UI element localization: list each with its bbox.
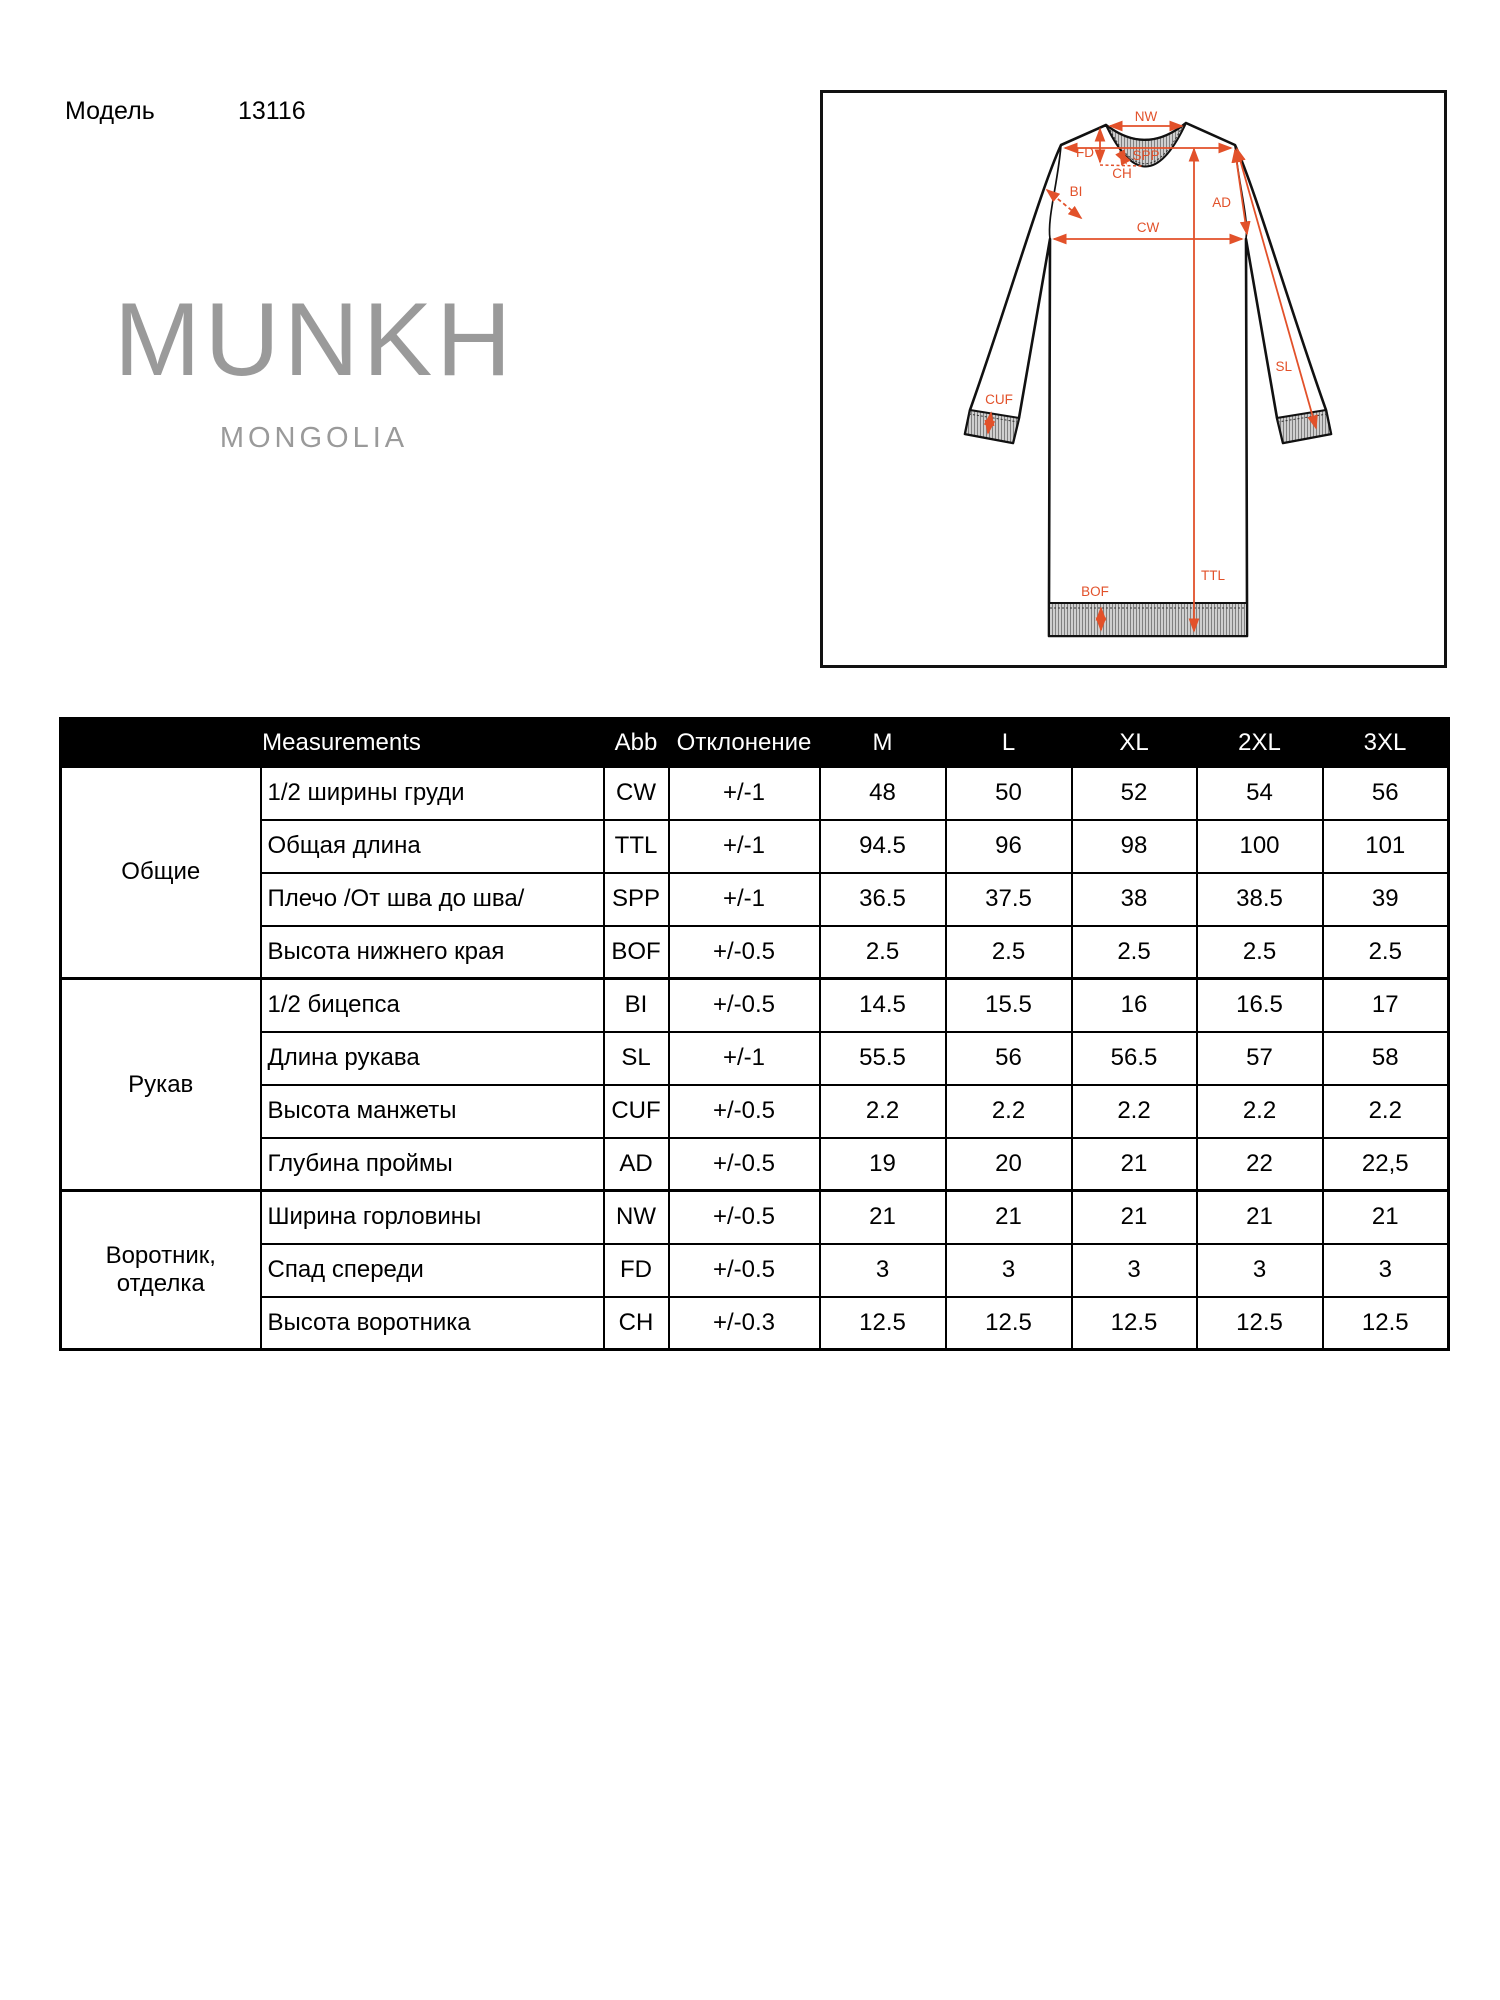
value-m: 21 — [820, 1191, 946, 1244]
brand-logo — [114, 282, 516, 455]
value-2xl: 2.2 — [1197, 1085, 1323, 1138]
value-3xl: 2.5 — [1323, 926, 1449, 979]
table-row — [61, 873, 1449, 926]
bi-label: BI — [1069, 184, 1083, 199]
value-l: 3 — [946, 1244, 1072, 1297]
value-xl: 2.2 — [1072, 1085, 1197, 1138]
value-2xl: 100 — [1197, 820, 1323, 873]
header-abb: Abb — [604, 719, 669, 767]
measure-abb: BOF — [604, 926, 669, 979]
value-l: 15.5 — [946, 979, 1072, 1032]
value-2xl: 2.5 — [1197, 926, 1323, 979]
nw-label: NW — [1134, 109, 1158, 124]
value-2xl: 16.5 — [1197, 979, 1323, 1032]
bof-label: BOF — [1081, 584, 1109, 599]
measure-abb: SPP — [604, 873, 669, 926]
value-2xl: 38.5 — [1197, 873, 1323, 926]
value-xl: 12.5 — [1072, 1297, 1197, 1350]
value-xl: 21 — [1072, 1191, 1197, 1244]
measure-deviation: +/-1 — [669, 820, 820, 873]
value-l: 20 — [946, 1138, 1072, 1191]
value-m: 94.5 — [820, 820, 946, 873]
value-l: 96 — [946, 820, 1072, 873]
value-xl: 38 — [1072, 873, 1197, 926]
measure-deviation: +/-0.5 — [669, 926, 820, 979]
value-3xl: 22,5 — [1323, 1138, 1449, 1191]
ttl-label: TTL — [1201, 568, 1226, 583]
header-size-3xl: 3XL — [1323, 719, 1449, 767]
value-xl: 52 — [1072, 767, 1197, 820]
value-3xl: 2.2 — [1323, 1085, 1449, 1138]
measure-deviation: +/-1 — [669, 873, 820, 926]
value-l: 50 — [946, 767, 1072, 820]
garment-diagram — [820, 90, 1447, 668]
value-m: 55.5 — [820, 1032, 946, 1085]
garment-silhouette — [965, 123, 1331, 636]
table-row — [61, 820, 1449, 873]
measure-deviation: +/-0.3 — [669, 1297, 820, 1350]
value-m: 48 — [820, 767, 946, 820]
header-size-m: M — [820, 719, 946, 767]
brand-subtitle: MONGOLIA — [219, 422, 409, 454]
table-row — [61, 1085, 1449, 1138]
header-size-l: L — [946, 719, 1072, 767]
value-xl: 3 — [1072, 1244, 1197, 1297]
measure-label: 1/2 ширины груди — [261, 767, 604, 820]
value-m: 19 — [820, 1138, 946, 1191]
garment-diagram-svg — [823, 93, 1444, 665]
value-3xl: 39 — [1323, 873, 1449, 926]
header-size-xl: XL — [1072, 719, 1197, 767]
spp-label: SPP — [1132, 148, 1160, 163]
header-deviation: Отклонение — [669, 719, 820, 767]
value-3xl: 56 — [1323, 767, 1449, 820]
measure-deviation: +/-1 — [669, 767, 820, 820]
measure-abb: CH — [604, 1297, 669, 1350]
value-l: 37.5 — [946, 873, 1072, 926]
value-m: 14.5 — [820, 979, 946, 1032]
measure-abb: CW — [604, 767, 669, 820]
value-xl: 16 — [1072, 979, 1197, 1032]
measure-label: 1/2 бицепса — [261, 979, 604, 1032]
ad-label: AD — [1212, 195, 1231, 210]
measure-abb: AD — [604, 1138, 669, 1191]
measure-deviation: +/-0.5 — [669, 1085, 820, 1138]
value-l: 2.5 — [946, 926, 1072, 979]
value-xl: 2.5 — [1072, 926, 1197, 979]
measure-label: Ширина горловины — [261, 1191, 604, 1244]
value-3xl: 58 — [1323, 1032, 1449, 1085]
value-xl: 21 — [1072, 1138, 1197, 1191]
value-3xl: 12.5 — [1323, 1297, 1449, 1350]
value-3xl: 101 — [1323, 820, 1449, 873]
value-2xl: 57 — [1197, 1032, 1323, 1085]
cw-label: CW — [1136, 220, 1160, 235]
measure-label: Плечо /От шва до шва/ — [261, 873, 604, 926]
value-xl: 98 — [1072, 820, 1197, 873]
value-xl: 56.5 — [1072, 1032, 1197, 1085]
table-header-row — [61, 719, 1449, 767]
measure-abb: FD — [604, 1244, 669, 1297]
model-label: Модель — [65, 97, 155, 125]
value-l: 21 — [946, 1191, 1072, 1244]
table-row — [61, 1138, 1449, 1191]
measure-abb: SL — [604, 1032, 669, 1085]
value-m: 2.2 — [820, 1085, 946, 1138]
value-2xl: 54 — [1197, 767, 1323, 820]
measure-deviation: +/-0.5 — [669, 1138, 820, 1191]
header-size-2xl: 2XL — [1197, 719, 1323, 767]
value-3xl: 3 — [1323, 1244, 1449, 1297]
table-row — [61, 1191, 1449, 1244]
value-2xl: 12.5 — [1197, 1297, 1323, 1350]
model-number: 13116 — [238, 97, 306, 125]
value-l: 2.2 — [946, 1085, 1072, 1138]
measure-label: Высота манжеты — [261, 1085, 604, 1138]
value-l: 12.5 — [946, 1297, 1072, 1350]
measure-deviation: +/-1 — [669, 1032, 820, 1085]
table-row — [61, 979, 1449, 1032]
value-m: 2.5 — [820, 926, 946, 979]
measure-abb: BI — [604, 979, 669, 1032]
value-l: 56 — [946, 1032, 1072, 1085]
value-m: 36.5 — [820, 873, 946, 926]
table-row — [61, 1297, 1449, 1350]
measure-abb: CUF — [604, 1085, 669, 1138]
measure-label: Высота нижнего края — [261, 926, 604, 979]
cuf-label: CUF — [985, 392, 1013, 407]
table-row — [61, 926, 1449, 979]
measure-deviation: +/-0.5 — [669, 979, 820, 1032]
table-row — [61, 767, 1449, 820]
ch-label: CH — [1112, 166, 1132, 181]
group-label: Общие — [61, 767, 261, 979]
measure-label: Глубина проймы — [261, 1138, 604, 1191]
value-2xl: 22 — [1197, 1138, 1323, 1191]
measure-label: Спад спереди — [261, 1244, 604, 1297]
value-3xl: 21 — [1323, 1191, 1449, 1244]
value-2xl: 21 — [1197, 1191, 1323, 1244]
measure-abb: TTL — [604, 820, 669, 873]
table-row — [61, 1244, 1449, 1297]
measure-label: Общая длина — [261, 820, 604, 873]
measure-abb: NW — [604, 1191, 669, 1244]
sl-label: SL — [1275, 359, 1292, 374]
measure-label: Высота воротника — [261, 1297, 604, 1350]
value-m: 3 — [820, 1244, 946, 1297]
value-m: 12.5 — [820, 1297, 946, 1350]
measure-deviation: +/-0.5 — [669, 1244, 820, 1297]
group-label: Рукав — [61, 979, 261, 1191]
brand-name: MUNKH — [114, 282, 516, 398]
measure-deviation: +/-0.5 — [669, 1191, 820, 1244]
table-row — [61, 1032, 1449, 1085]
measure-label: Длина рукава — [261, 1032, 604, 1085]
group-label: Воротник, отделка — [61, 1191, 261, 1350]
measurements-table — [59, 717, 1450, 1351]
header-measurements: Measurements — [61, 719, 604, 767]
measurements-table-container — [59, 717, 1447, 1351]
value-3xl: 17 — [1323, 979, 1449, 1032]
fd-label: FD — [1076, 145, 1094, 160]
value-2xl: 3 — [1197, 1244, 1323, 1297]
